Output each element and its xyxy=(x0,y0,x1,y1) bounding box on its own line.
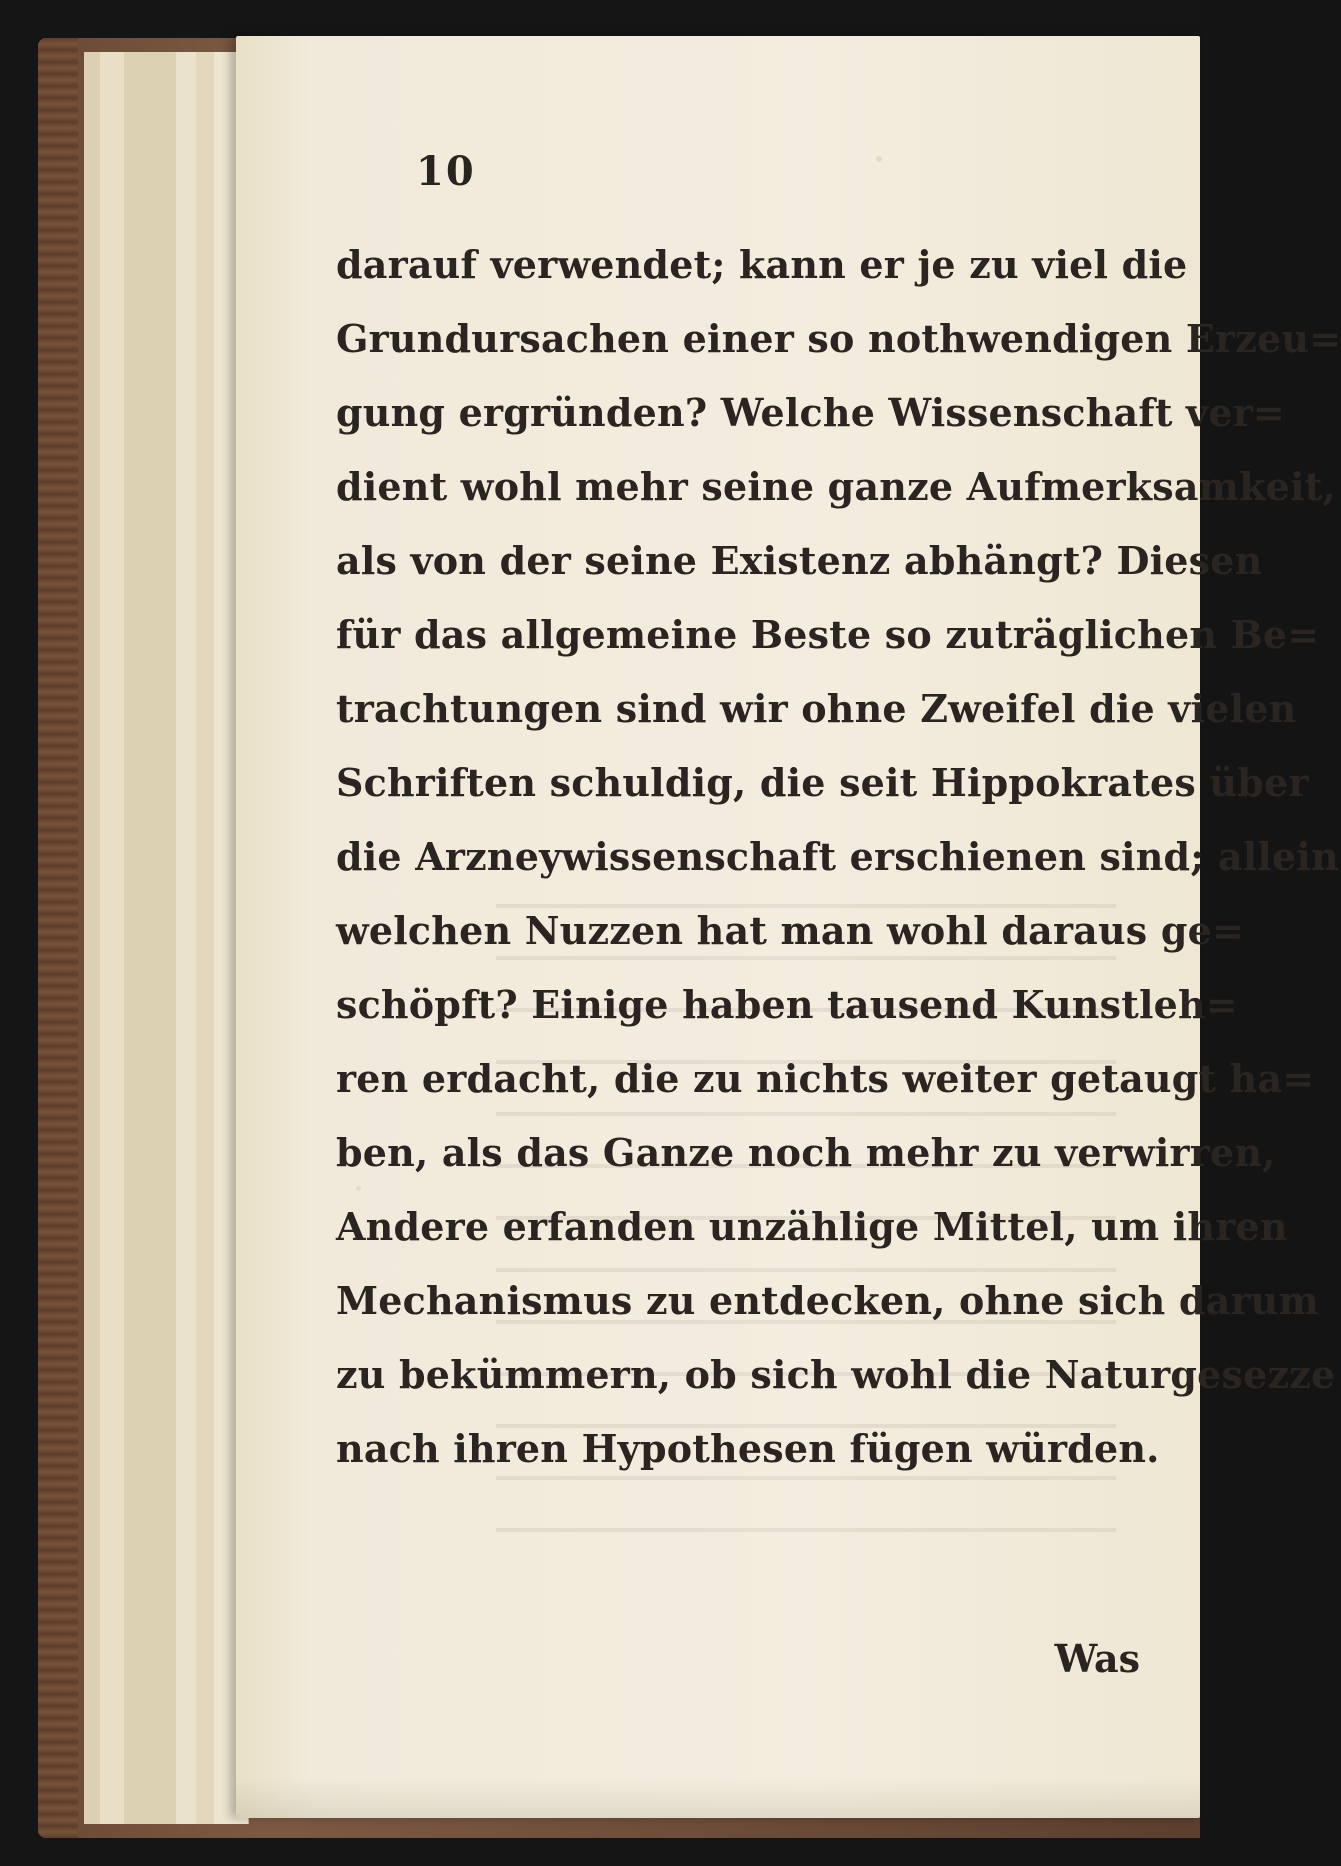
book-spine-edge xyxy=(38,38,78,1838)
text-line: Mechanismus zu entdecken, ohne sich darum xyxy=(336,1278,1319,1323)
catchword: Was xyxy=(1054,1636,1140,1681)
book-page xyxy=(236,36,1341,1818)
text-line: nach ihren Hypothesen fügen würden. xyxy=(336,1426,1160,1471)
text-line: darauf verwendet; kann er je zu viel die xyxy=(336,242,1188,287)
text-line: als von der seine Existenz abhängt? Diesen xyxy=(336,538,1263,583)
text-line: gung ergründen? Welche Wissenschaft ver= xyxy=(336,390,1285,435)
text-line: ren erdacht, die zu nichts weiter getaugt ha= xyxy=(336,1056,1315,1101)
text-line: welchen Nuzzen hat man wohl daraus ge= xyxy=(336,908,1245,953)
text-line: schöpft? Einige haben tausend Kunstleh= xyxy=(336,982,1238,1027)
body-text xyxy=(336,228,1341,1486)
text-line: trachtungen sind wir ohne Zweifel die vielen xyxy=(336,686,1297,731)
text-line: zu bekümmern, ob sich wohl die Naturgesezze xyxy=(336,1352,1336,1397)
text-line: für das allgemeine Beste so zuträglichen Be= xyxy=(336,612,1320,657)
text-line: Schriften schuldig, die seit Hippokrates über xyxy=(336,760,1309,805)
text-line: Andere erfanden unzählige Mittel, um ihren xyxy=(336,1204,1288,1249)
text-line: dient wohl mehr seine ganze Aufmerksamkeit, xyxy=(336,464,1336,509)
text-line: Grundursachen einer so nothwendigen Erzeu= xyxy=(336,316,1341,361)
text-line: ben, als das Ganze noch mehr zu verwirren, xyxy=(336,1130,1276,1175)
page-number: 10 xyxy=(416,148,476,195)
paper-spot xyxy=(876,156,882,162)
text-line: die Arzneywissenschaft erschienen sind; allein xyxy=(336,834,1339,879)
